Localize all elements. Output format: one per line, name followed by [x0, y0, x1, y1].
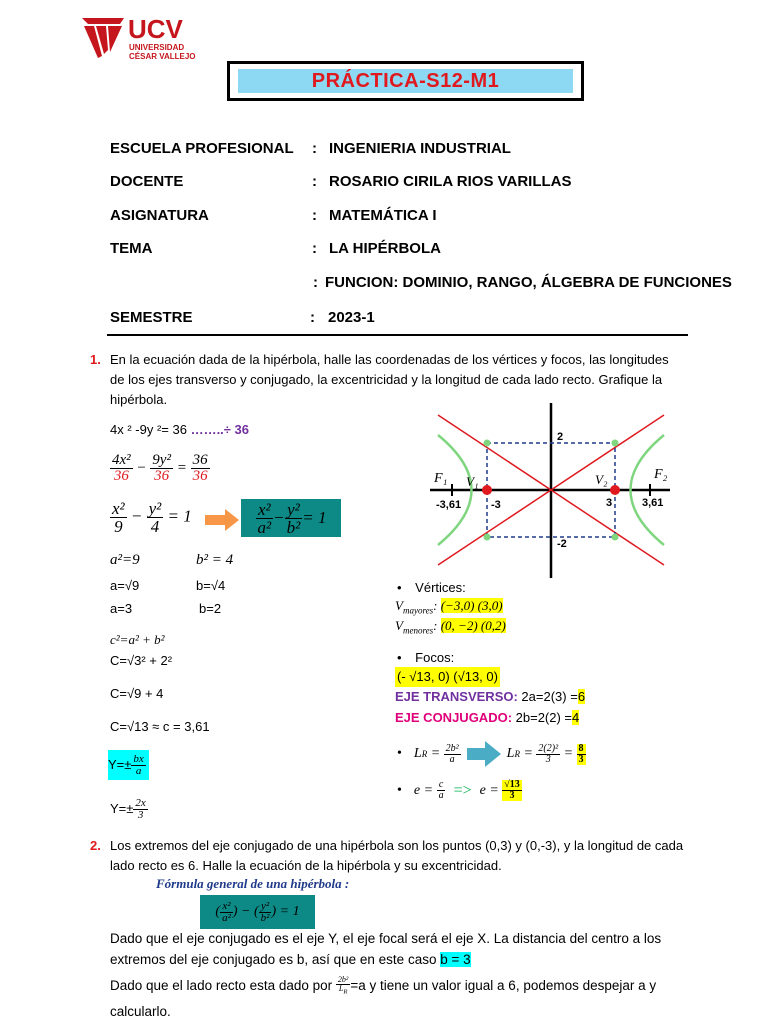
arrow-right-icon	[467, 741, 501, 767]
formula-title: Fórmula general de una hipérbola :	[156, 876, 350, 891]
arrow-right-icon	[205, 509, 239, 531]
vertex-point	[610, 485, 620, 495]
p1-b-val: b=2	[199, 601, 222, 616]
p1-b2: b² = 4	[196, 552, 234, 568]
hyperbola-graph	[430, 400, 690, 580]
p1-c-a: C=√3² + 2²	[110, 653, 173, 668]
problem-1-text: En la ecuación dada de la hipérbola, halle las coordenadas de los vértices y focos, las longitudes de los ejes transverso y conjugado, la excentricidad y la longitud de cada lado recto. Grafique la hipérbola.	[110, 352, 669, 407]
page-title: PRÁCTICA-S12-M1	[311, 69, 500, 92]
meta-value: INGENIERIA INDUSTRIAL	[329, 140, 511, 157]
p1-c2: c²=a² + b²	[110, 632, 165, 647]
vertices-bullet: • Vértices:	[397, 580, 466, 595]
meta-value: LA HIPÉRBOLA	[329, 240, 441, 257]
meta-label: SEMESTRE	[110, 309, 193, 326]
meta-label: DOCENTE	[110, 173, 184, 190]
label-pos361: 3,61	[642, 497, 664, 509]
formula-box: ( $\frac{\text{x²}}{\text{a²}}$ ) − ( $\frac{\text{y²}}{\text{b²}}$ ) = 1	[200, 895, 315, 929]
v-mayores: $V_{mayores}$: (−3,0) (3,0)	[395, 598, 503, 616]
eje-conjugado: EJE CONJUGADO: 2b=2(2) =4	[395, 710, 580, 725]
title-box	[227, 61, 584, 101]
ucv-logo	[80, 14, 200, 62]
corner-point	[612, 534, 619, 541]
p1-asymptote-general: Y=± $\frac{bx}{a}$	[108, 750, 149, 780]
meta-value: ROSARIO CIRILA RIOS VARILLAS	[329, 173, 572, 190]
meta-label: ASIGNATURA	[110, 207, 209, 224]
general-form-box: $\frac{\text{x²}}{\text{a²}}$ − $\frac{\text{y²}}{\text{b²}}$ = 1	[241, 499, 341, 537]
p1-asymptote-specific: Y=± $\frac{2x}{3}$	[110, 796, 146, 821]
p1-a-root: a=√9	[110, 578, 140, 593]
corner-point	[484, 534, 491, 541]
logo-name: UCV	[128, 14, 183, 44]
meta-value: 2023-1	[328, 309, 375, 326]
p1-a-val: a=3	[110, 601, 133, 616]
label-neg3: -3	[491, 499, 501, 511]
p1-standard-eq: $\frac{\text{x²}}{9}$ − $\frac{\text{y²}}{4}$ = 1	[112, 499, 192, 536]
meta-sep: :	[312, 240, 317, 257]
p2-para1: Dado que el eje conjugado es el eje Y, el eje focal será el eje X. La distancia del centro a los extremos del eje conjugado es b, así que en este caso b = 3	[110, 931, 662, 967]
problem-1-number: 1.	[90, 352, 101, 367]
p1-c-c: C=√13 ≈ c = 3,61	[110, 719, 210, 734]
p1-b-root: b=√4	[196, 578, 226, 593]
meta-value: MATEMÁTICA I	[329, 207, 437, 224]
p1-c-b: C=√9 + 4	[110, 686, 164, 701]
p1-equation: 4x ² -9y ²= 36 ……..÷ 36	[110, 422, 249, 437]
vertex-point	[482, 485, 492, 495]
logo-line1: UNIVERSIDAD	[129, 43, 185, 52]
p1-a2: a²=9	[110, 552, 140, 568]
v-menores: $V_{menores}$: (0, −2) (0,2)	[395, 618, 506, 636]
label-pos3: 3	[606, 497, 613, 509]
p1-divided-eq: $\frac{\text{4x²}}{36}$ − $\frac{\text{9y²}}{36}$ = $\frac{36}{36}$	[112, 452, 208, 484]
problem-2-text: Los extremos del eje conjugado de una hipérbola son los puntos (0,3) y (0,-3), y la longitud de cada lado recto es 6. Halle la ecuación de la hipérbola y su excentricidad.	[110, 838, 684, 873]
divider	[107, 334, 688, 336]
meta-sep: :	[313, 274, 318, 291]
corner-point	[484, 440, 491, 447]
meta-label: ESCUELA PROFESIONAL	[110, 140, 294, 157]
meta-sep: :	[312, 173, 317, 190]
meta-value: FUNCION: DOMINIO, RANGO, ÁLGEBRA DE FUNCIONES	[325, 274, 732, 291]
label-f2: F₂	[654, 467, 668, 482]
focos-values: (- √13, 0) (√13, 0)	[395, 667, 500, 687]
label-f1: F₁	[434, 471, 448, 486]
eje-transverso: EJE TRANSVERSO: 2a=2(3) =6	[395, 689, 586, 704]
excentricidad: • e = $\frac{c}{a}$ => e = $\frac{√13}{3}$	[397, 779, 520, 801]
label-v1: V₁	[466, 474, 479, 489]
logo-line2: CÉSAR VALLEJO	[129, 52, 196, 61]
label-v2: V₂	[595, 472, 608, 487]
p2-para2: Dado que el lado recto esta dado por $\frac{\text{2b²}}{L_R}$ =a y tiene un valor igual a 6, podemos despejar a y calcularlo.	[110, 975, 657, 1019]
meta-sep: :	[310, 309, 315, 326]
label-bottom: -2	[557, 538, 567, 550]
focos-bullet: • Focos:	[397, 650, 455, 665]
corner-point	[612, 440, 619, 447]
ucv-shield-icon	[80, 14, 126, 60]
meta-sep: :	[312, 207, 317, 224]
lado-recto: • L R = $\frac{\text{2b²}}{a}$ L R = $\frac{\text{2(2)²}}{3}$ = $\frac{8}{3}$	[397, 741, 586, 767]
label-top: 2	[557, 431, 564, 443]
meta-sep: :	[312, 140, 317, 157]
meta-label: TEMA	[110, 240, 153, 257]
problem-2-number: 2.	[90, 838, 101, 853]
label-neg361: -3,61	[436, 499, 462, 511]
